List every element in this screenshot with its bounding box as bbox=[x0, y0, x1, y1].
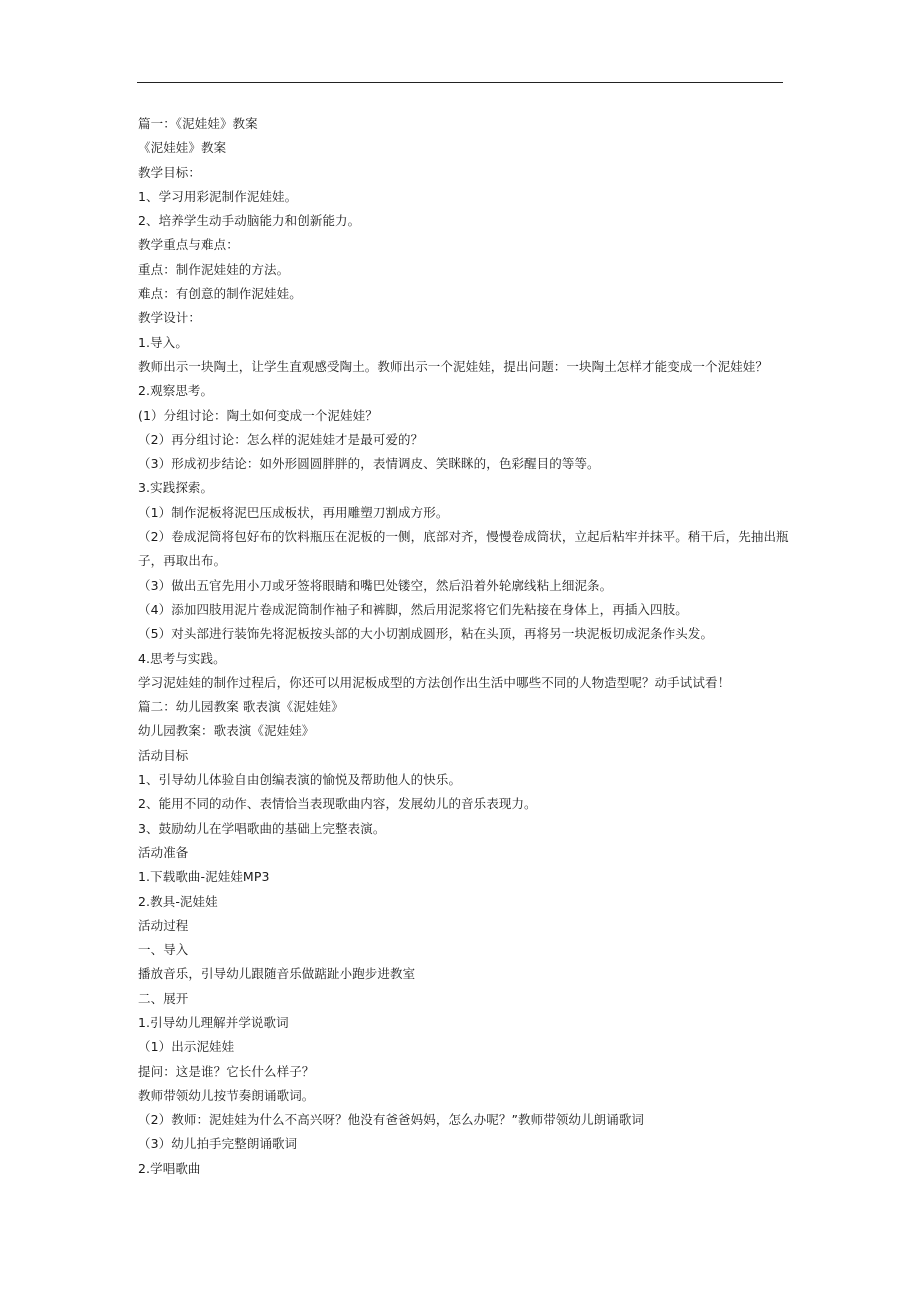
paragraph: （2）教师：泥娃娃为什么不高兴呀？他没有爸爸妈妈，怎么办呢？”教师带领幼儿朗诵歌词 bbox=[138, 1112, 645, 1128]
section-title: 篇一：《泥娃娃》教案 bbox=[138, 116, 258, 131]
paragraph: 3.实践探索。 bbox=[138, 480, 214, 496]
paragraph: （2）卷成泥筒将包好布的饮料瓶压在泥板的一侧，底部对齐，慢慢卷成筒状，立起后粘牢并抹平。稍干后，先抽出瓶 bbox=[138, 529, 789, 545]
paragraph: （2）再分组讨论：怎么样的泥娃娃才是最可爱的？ bbox=[138, 431, 424, 447]
document-body bbox=[138, 112, 789, 1181]
paragraph: 教师出示一块陶土，让学生直观感受陶土。教师出示一个泥娃娃，提出问题：一块陶土怎样才能变成一个泥娃娃？ bbox=[138, 358, 769, 374]
paragraph: 一、导入 bbox=[138, 942, 189, 958]
paragraph: 1.导入。 bbox=[138, 334, 188, 350]
paragraph: 2.学唱歌曲 bbox=[138, 1160, 201, 1176]
paragraph: 2、能用不同的动作、表情恰当表现歌曲内容，发展幼儿的音乐表现力。 bbox=[138, 796, 537, 812]
paragraph: （5）对头部进行装饰先将泥板按头部的大小切割成圆形，粘在头顶，再将另一块泥板切成泥条作头发。 bbox=[138, 626, 714, 642]
section-title: 篇二：幼儿园教案 歌表演《泥娃娃》 bbox=[138, 699, 344, 715]
paragraph: （1）出示泥娃娃 bbox=[138, 1039, 235, 1055]
paragraph: 1、引导幼儿体验自由创编表演的愉悦及帮助他人的快乐。 bbox=[138, 772, 462, 788]
paragraph: 2.观察思考。 bbox=[138, 383, 214, 399]
paragraph: 1.下载歌曲-泥娃娃MP3 bbox=[138, 869, 270, 885]
paragraph: 2.教具-泥娃娃 bbox=[138, 893, 218, 909]
paragraph: 1、学习用彩泥制作泥娃娃。 bbox=[138, 188, 298, 204]
paragraph: 4.思考与实践。 bbox=[138, 650, 226, 666]
paragraph: 播放音乐，引导幼儿跟随音乐做踮趾小跑步进教室 bbox=[138, 966, 416, 982]
paragraph: 教师带领幼儿按节奏朗诵歌词。 bbox=[138, 1087, 315, 1103]
paragraph: 1.引导幼儿理解并学说歌词 bbox=[138, 1014, 289, 1030]
heading: 活动目标 bbox=[138, 747, 189, 763]
heading: 活动准备 bbox=[138, 844, 189, 860]
paragraph: 二、展开 bbox=[138, 990, 189, 1006]
paragraph: （4）添加四肢用泥片卷成泥筒制作袖子和裤脚，然后用泥浆将它们先粘接在身体上，再插入四肢。 bbox=[138, 601, 688, 617]
paragraph: 2、培养学生动手动脑能力和创新能力。 bbox=[138, 213, 361, 229]
paragraph: 提问：这是谁？它长什么样子？ bbox=[138, 1063, 315, 1079]
paragraph: （3）幼儿拍手完整朗诵歌词 bbox=[138, 1136, 298, 1152]
paragraph: 子，再取出布。 bbox=[138, 553, 227, 569]
heading: 教学重点与难点： bbox=[138, 237, 239, 253]
paragraph: （3）形成初步结论：如外形圆圆胖胖的，表情调皮、笑眯眯的，色彩醒目的等等。 bbox=[138, 456, 600, 472]
paragraph: （1）制作泥板将泥巴压成板状，再用雕塑刀割成方形。 bbox=[138, 504, 449, 520]
paragraph: 学习泥娃娃的制作过程后，你还可以用泥板成型的方法创作出生活中哪些不同的人物造型呢？动手试试看！ bbox=[138, 674, 731, 690]
paragraph: 重点：制作泥娃娃的方法。 bbox=[138, 261, 290, 277]
lesson-title: 《泥娃娃》教案 bbox=[138, 140, 227, 156]
heading: 教学目标： bbox=[138, 164, 202, 180]
lesson-title: 幼儿园教案：歌表演《泥娃娃》 bbox=[138, 723, 315, 739]
paragraph: 难点：有创意的制作泥娃娃。 bbox=[138, 286, 302, 302]
paragraph: （3）做出五官先用小刀或牙签将眼睛和嘴巴处镂空，然后沿着外轮廓线粘上细泥条。 bbox=[138, 577, 613, 593]
header-rule bbox=[137, 82, 783, 83]
paragraph: 3、鼓励幼儿在学唱歌曲的基础上完整表演。 bbox=[138, 820, 386, 836]
heading: 教学设计： bbox=[138, 310, 202, 326]
paragraph: (1）分组讨论：陶土如何变成一个泥娃娃？ bbox=[138, 407, 378, 423]
heading: 活动过程 bbox=[138, 917, 189, 933]
